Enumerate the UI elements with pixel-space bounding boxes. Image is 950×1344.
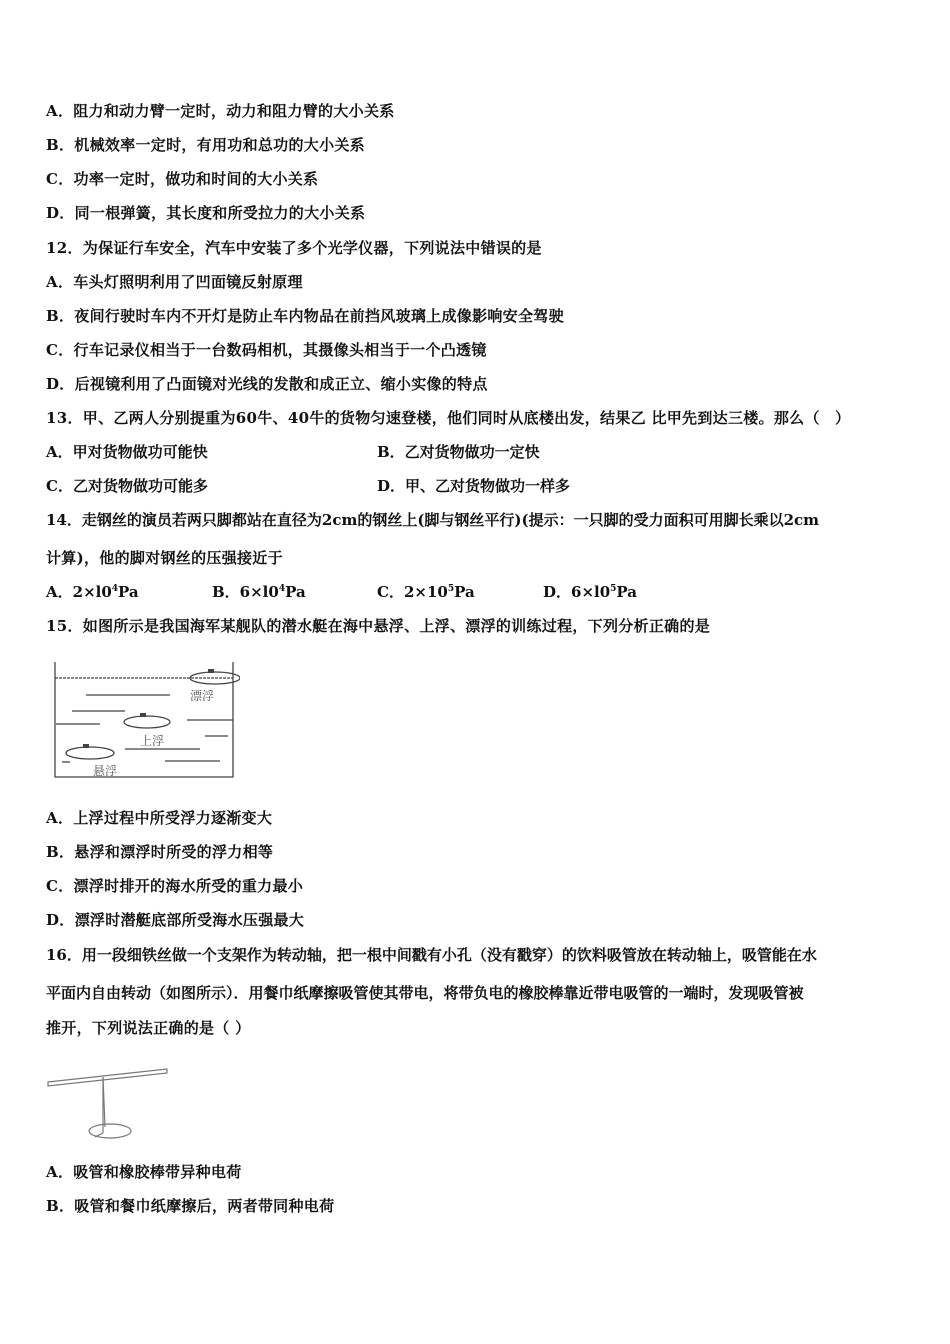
submarine-diagram [50, 660, 240, 782]
option-a: A．吸管和橡胶棒带异种电荷 [46, 1163, 242, 1181]
option-b: B．吸管和餐巾纸摩擦后，两者带同种电荷 [46, 1197, 335, 1215]
submarine-figure [50, 660, 240, 782]
unit: Pa [118, 583, 139, 601]
option-b: B．机械效率一定时，有用功和总功的大小关系 [46, 136, 365, 154]
question-stem: 13．甲、乙两人分别提重为60牛、40牛的货物匀速登楼，他们同时从底楼出发，结果乙 比甲先到达三楼。那么（ ） [46, 409, 851, 427]
question-stem: 12．为保证行车安全，汽车中安装了多个光学仪器，下列说法中错误的是 [46, 239, 542, 257]
question-stem-line-2: 平面内自由转动（如图所示）．用餐巾纸摩擦吸管使其带电，将带负电的橡胶棒靠近带电吸管的一端时，发现吸管被 [46, 984, 804, 1002]
label-floating: 漂浮 [190, 689, 215, 703]
option-a: A．车头灯照明利用了凹面镜反射原理 [46, 273, 303, 291]
option-text: C．2×10 [377, 583, 448, 601]
exponent: 5 [610, 584, 617, 594]
option-b: B．乙对货物做功一定快 [377, 443, 540, 461]
question-stem-line-3: 推开，下列说法正确的是（ ） [46, 1019, 251, 1037]
option-a: A．上浮过程中所受浮力逐渐变大 [46, 809, 273, 827]
option-c [377, 582, 475, 602]
submarine-suspended [66, 747, 114, 759]
question-stem: 15．如图所示是我国海军某舰队的潜水艇在海中悬浮、上浮、漂浮的训练过程，下列分析正确的是 [46, 617, 711, 635]
option-b [212, 582, 306, 602]
straw-figure [45, 1065, 175, 1145]
option-text: B．6×l0 [212, 583, 279, 601]
option-d: D．甲、乙对货物做功一样多 [377, 477, 571, 495]
option-d: D．漂浮时潜艇底部所受海水压强最大 [46, 911, 305, 929]
exponent: 4 [278, 584, 286, 594]
straw-on-axis-diagram [45, 1065, 175, 1145]
option-text: D．6×l0 [543, 583, 611, 601]
option-b: B．悬浮和漂浮时所受的浮力相等 [46, 843, 274, 861]
exponent: 5 [447, 584, 455, 594]
question-stem-line-1: 14．走钢丝的演员若两只脚都站在直径为2cm的钢丝上(脚与钢丝平行)(提示：一只脚的受力面积可用脚长乘以2cm [46, 511, 820, 529]
option-c: C．行车记录仪相当于一台数码相机，其摄像头相当于一个凸透镜 [46, 341, 487, 359]
exponent: 4 [111, 584, 119, 594]
option-a: A．甲对货物做功可能快 [46, 443, 208, 461]
question-stem-line-2: 计算)，他的脚对钢丝的压强接近于 [46, 549, 283, 567]
option-d [543, 582, 637, 602]
unit: Pa [454, 583, 475, 601]
unit: Pa [285, 583, 306, 601]
question-stem-line-1: 16．用一段细铁丝做一个支架作为转动轴，把一根中间戳有小孔（没有戳穿）的饮料吸管放在转动轴上，吸管能在水 [46, 946, 817, 964]
option-a [46, 582, 139, 602]
unit: Pa [616, 583, 638, 601]
option-b: B．夜间行驶时车内不开灯是防止车内物品在前挡风玻璃上成像影响安全驾驶 [46, 307, 564, 325]
option-d: D．后视镜利用了凸面镜对光线的发散和成正立、缩小实像的特点 [46, 375, 488, 393]
label-rising: 上浮 [140, 734, 165, 748]
option-c: C．乙对货物做功可能多 [46, 477, 208, 495]
submarine-rising [124, 716, 170, 728]
option-a: A．阻力和动力臂一定时，动力和阻力臂的大小关系 [46, 102, 395, 120]
label-suspended: 悬浮 [93, 764, 118, 778]
option-c: C．漂浮时排开的海水所受的重力最小 [46, 877, 304, 895]
option-text: A．2×l0 [46, 583, 112, 601]
option-c: C．功率一定时，做功和时间的大小关系 [46, 170, 319, 188]
option-d: D．同一根弹簧，其长度和所受拉力的大小关系 [46, 204, 366, 222]
